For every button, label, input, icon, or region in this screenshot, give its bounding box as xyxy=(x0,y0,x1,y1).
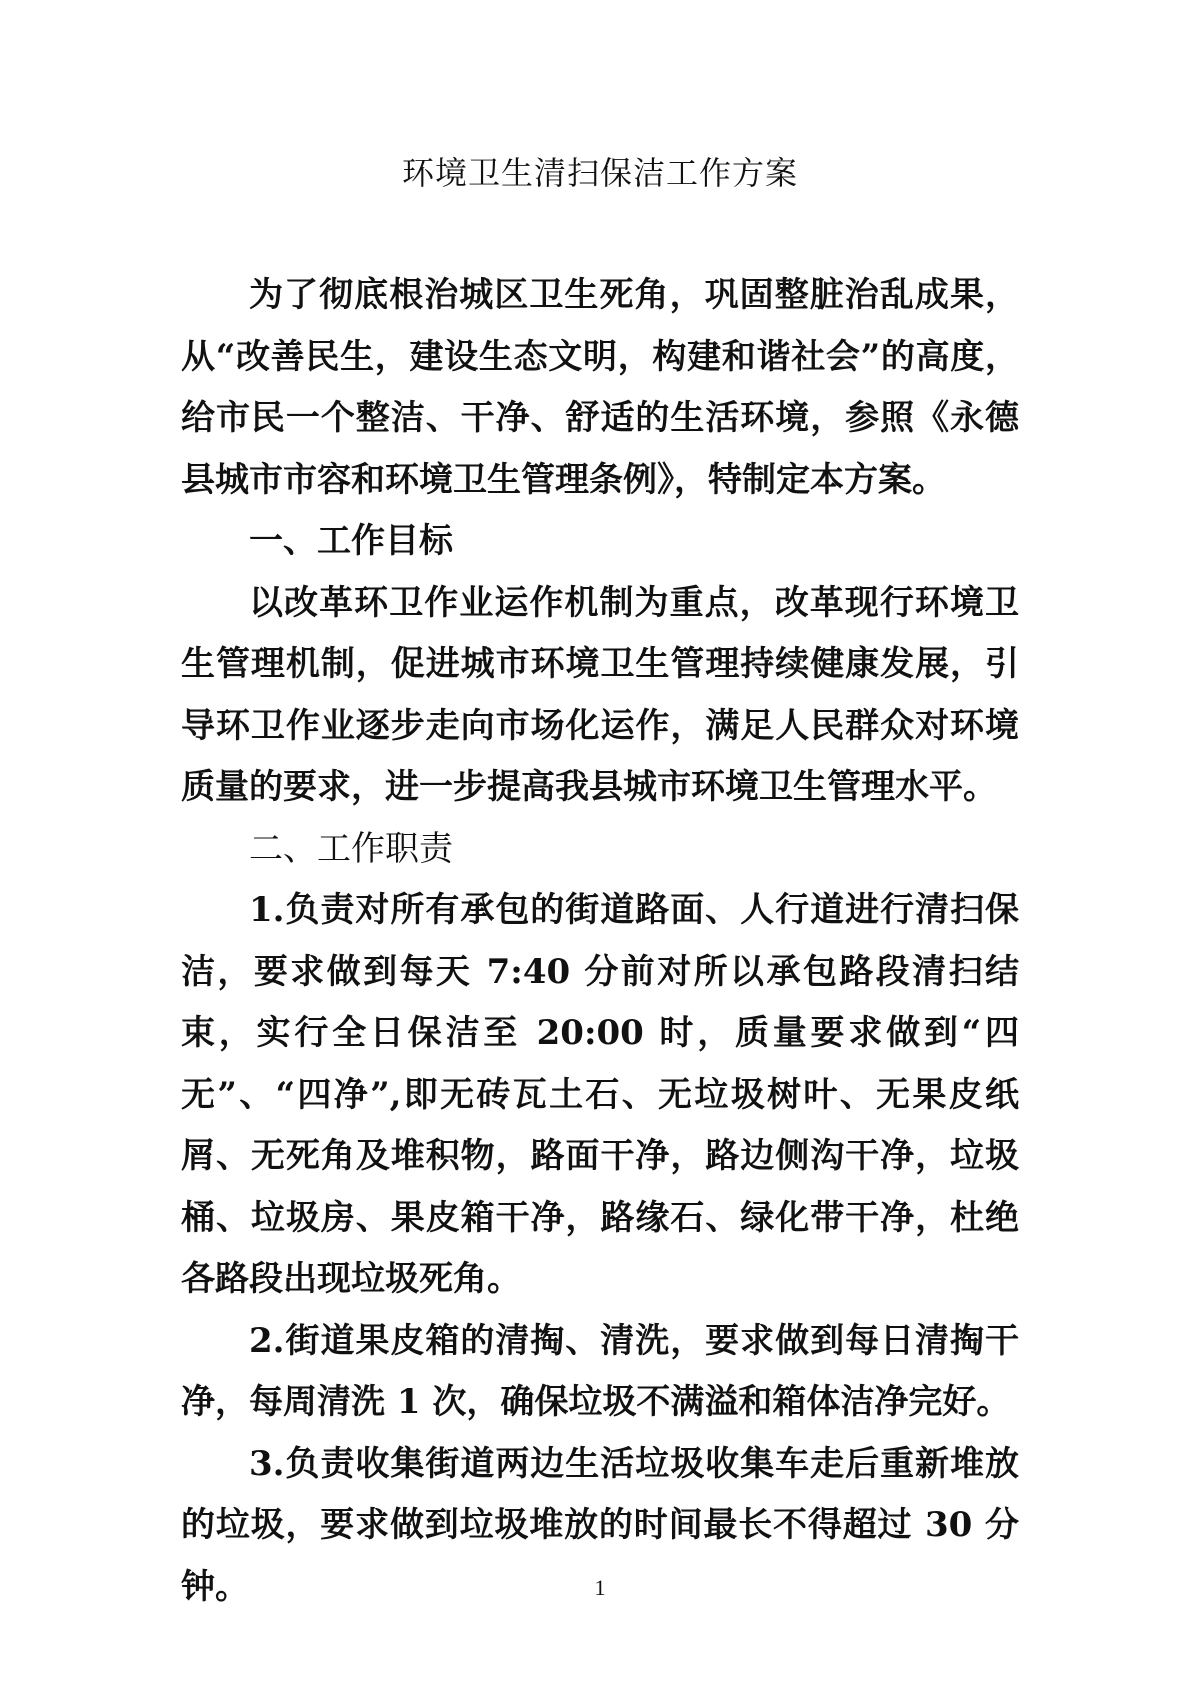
section-heading-duties: 二、工作职责 xyxy=(249,828,453,869)
intro-paragraph: 为了彻底根治城区卫生死角，巩固整脏治乱成果，从“改善民生，建设生态文明，构建和谐社会”的高度，给市民一个整洁、干净、舒适的生活环境，参照《永德县城市市容和环境卫生管理条例》，特制定本方案。 xyxy=(181,275,1019,500)
section-heading-goals: 一、工作目标 xyxy=(249,521,453,561)
document-title: 环境卫生清扫保洁工作方案 xyxy=(401,154,798,192)
duty-item-2: 2.街道果皮箱的清掏、清洗，要求做到每日清掏干净，每周清洗 1 次，确保垃圾不满溢和箱体洁净完好。 xyxy=(181,1320,1019,1422)
duty-item-1: 1.负责对所有承包的街道路面、人行道进行清扫保洁，要求做到每天 7:40 分前对所以承包路段清扫结束，实行全日保洁至 20:00 时，质量要求做到“四无”、“四净”,即无砖瓦土石、无垃圾树叶、无果皮纸屑、无死角及堆积物，路面干净，路边侧沟干净，垃圾桶、垃圾房、果皮箱干净，路缘石、绿化带干净，杜绝各路段出现垃圾死角。 xyxy=(181,890,1019,1299)
duty-item-3: 3.负责收集街道两边生活垃圾收集车走后重新堆放的垃圾，要求做到垃圾堆放的时间最长不得超过 30 分钟。 xyxy=(181,1443,1019,1607)
document-body xyxy=(181,265,1019,1618)
goals-paragraph: 以改革环卫作业运作机制为重点，改革现行环境卫生管理机制，促进城市环境卫生管理持续健康发展，引导环卫作业逐步走向市场化运作，满足人民群众对环境质量的要求，进一步提高我县城市环境卫生管理水平。 xyxy=(181,582,1019,807)
page-number: 1 xyxy=(594,1575,606,1600)
